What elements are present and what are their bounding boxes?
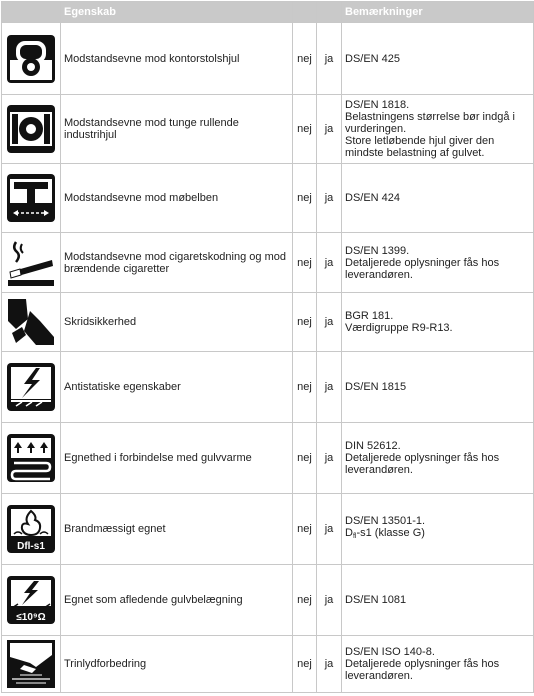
table-row	[2, 293, 534, 352]
note-line: DIN 52612.	[345, 440, 401, 452]
no-value: nej	[293, 636, 317, 693]
note-line: Detaljerede oplysninger fås hos leverandøren.	[345, 658, 500, 682]
note-line: Værdigruppe R9-R13.	[345, 322, 453, 334]
no-value: nej	[293, 565, 317, 636]
table-row	[2, 23, 534, 95]
property-label: Egnet som afledende gulvbelægning	[61, 565, 293, 636]
note-line: DS/EN 13501-1.	[345, 515, 426, 527]
notes-cell	[342, 23, 534, 95]
table-row	[2, 352, 534, 423]
no-value: nej	[293, 23, 317, 95]
table-row	[2, 95, 534, 164]
table-row	[2, 164, 534, 233]
icon-cell	[2, 164, 61, 233]
class-main: D	[345, 527, 353, 539]
class-rest: -s1 (klasse G)	[356, 527, 425, 539]
notes-column-header: Bemærkninger	[342, 2, 534, 23]
no-value: nej	[293, 423, 317, 494]
icon-cell	[2, 233, 61, 293]
icon-column-header	[2, 2, 61, 23]
floor-heating-icon	[6, 433, 56, 483]
no-value: nej	[293, 164, 317, 233]
furniture-leg-icon	[6, 173, 56, 223]
yes-value: ja	[317, 233, 342, 293]
yes-value: ja	[317, 293, 342, 352]
class-subscript: fl	[352, 533, 357, 540]
property-label: Modstandsevne mod cigaretskodning og mod brændende cigaretter	[61, 233, 293, 293]
property-label: Modstandsevne mod kontorstolshjul	[61, 23, 293, 95]
yes-value: ja	[317, 565, 342, 636]
impact-sound-icon	[6, 639, 56, 689]
yes-value: ja	[317, 164, 342, 233]
notes-cell	[342, 352, 534, 423]
resistance-label: ≤10⁹Ω	[16, 612, 46, 623]
property-column-header: Egenskab	[61, 2, 293, 23]
property-label: Egnethed i forbindelse med gulvvarme	[61, 423, 293, 494]
no-column-header	[293, 2, 317, 23]
notes-cell	[342, 423, 534, 494]
note-line: BGR 181.	[345, 310, 394, 322]
yes-value: ja	[317, 95, 342, 164]
industrial-wheel-icon	[6, 104, 56, 154]
table-row	[2, 636, 534, 693]
table-header-row	[2, 2, 534, 23]
fire-class-icon	[6, 504, 56, 554]
property-label: Trinlydforbedring	[61, 636, 293, 693]
icon-cell	[2, 423, 61, 494]
yes-value: ja	[317, 423, 342, 494]
note-line: Detaljerede oplysninger fås hos leverandøren.	[345, 452, 500, 476]
office-chair-wheel-icon	[6, 34, 56, 84]
properties-table	[1, 1, 534, 693]
slip-resistance-icon	[6, 297, 56, 347]
fire-class-label: Dfl-s1	[17, 541, 45, 552]
icon-cell	[2, 95, 61, 164]
yes-value: ja	[317, 23, 342, 95]
icon-cell	[2, 565, 61, 636]
yes-value: ja	[317, 636, 342, 693]
table-row	[2, 565, 534, 636]
notes-cell	[342, 636, 534, 693]
property-label: Modstandsevne mod møbelben	[61, 164, 293, 233]
icon-cell	[2, 494, 61, 565]
property-label: Brandmæssigt egnet	[61, 494, 293, 565]
property-label: Antistatiske egenskaber	[61, 352, 293, 423]
property-label: Skridsikkerhed	[61, 293, 293, 352]
conductive-floor-icon	[6, 575, 56, 625]
table-row	[2, 233, 534, 293]
notes-cell	[342, 565, 534, 636]
notes-cell	[342, 95, 534, 164]
icon-cell	[2, 23, 61, 95]
notes-cell	[342, 233, 534, 293]
notes-cell	[342, 164, 534, 233]
icon-cell	[2, 293, 61, 352]
note-line: DS/EN 1399.	[345, 244, 410, 257]
yes-column-header	[317, 2, 342, 23]
icon-cell	[2, 352, 61, 423]
yes-value: ja	[317, 352, 342, 423]
table-row	[2, 494, 534, 565]
yes-value: ja	[317, 494, 342, 565]
note-line: DS/EN 425	[345, 52, 401, 65]
note-line: DS/EN ISO 140-8.	[345, 646, 435, 658]
no-value: nej	[293, 95, 317, 164]
note-line: DS/EN 1815	[345, 381, 407, 393]
antistatic-icon	[6, 362, 56, 412]
notes-cell	[342, 293, 534, 352]
icon-cell	[2, 636, 61, 693]
notes-cell	[342, 494, 534, 565]
note-line: DS/EN 1818.	[345, 99, 410, 111]
note-line: Belastningens størrelse bør indgå i vurderingen.	[345, 111, 515, 135]
no-value: nej	[293, 233, 317, 293]
note-line-class	[345, 527, 530, 543]
note-line: DS/EN 1081	[345, 594, 407, 606]
no-value: nej	[293, 352, 317, 423]
no-value: nej	[293, 293, 317, 352]
table-row	[2, 423, 534, 494]
property-label: Modstandsevne mod tunge rullende industrihjul	[61, 95, 293, 164]
no-value: nej	[293, 494, 317, 565]
note-line: Store letløbende hjul giver den mindste belastning af gulvet.	[345, 135, 495, 159]
note-line: DS/EN 424	[345, 192, 401, 204]
cigarette-icon	[6, 238, 56, 288]
note-line: Detaljerede oplysninger fås hos leverandøren.	[345, 256, 500, 281]
